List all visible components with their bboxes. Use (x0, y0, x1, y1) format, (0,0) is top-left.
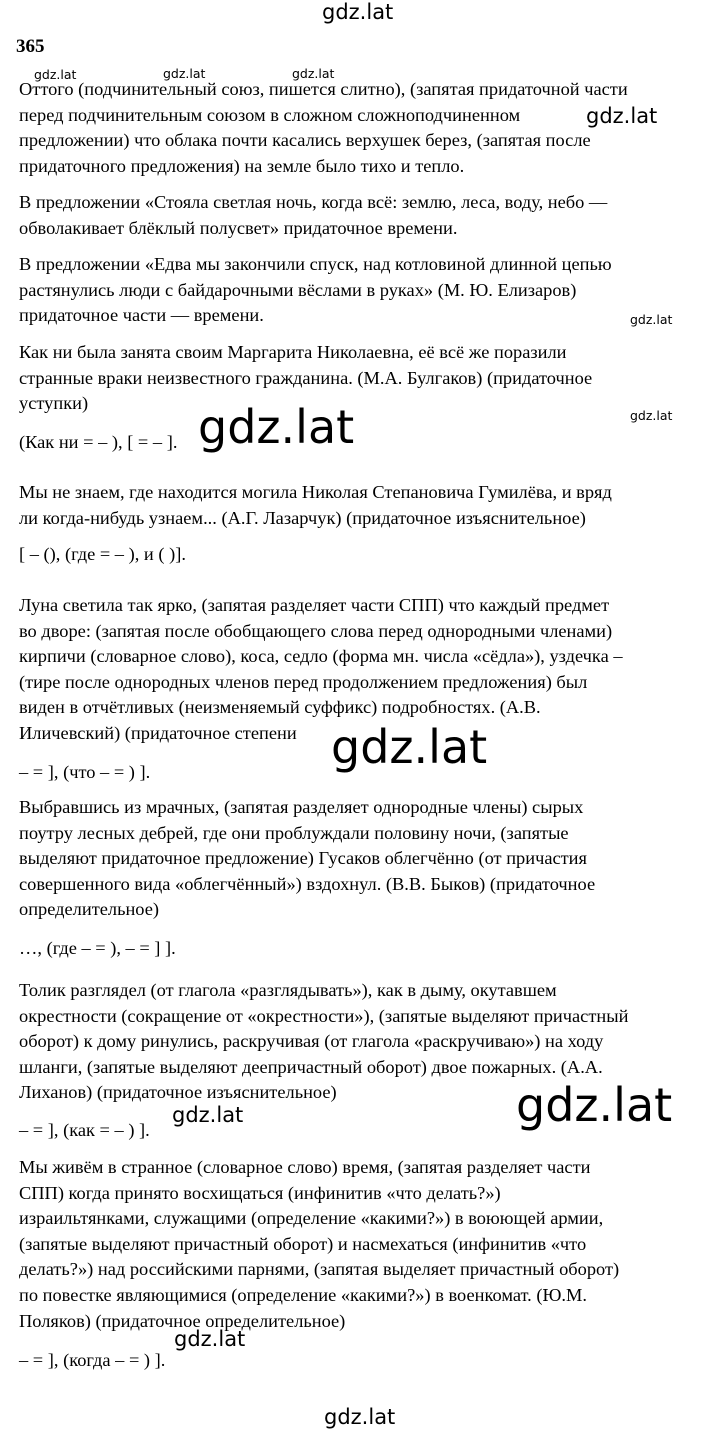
text-line: Иличевский) (придаточное степени (19, 722, 297, 743)
text-line: ли когда-нибудь узнаем... (А.Г. Лазарчук) (придаточное изъяснительное) (19, 507, 586, 528)
text-line: оборот) к дому ринулись, раскручивая (от глагола «раскручиваю») на ходу (19, 1031, 604, 1052)
watermark-small: gdz.lat (34, 67, 77, 82)
text-line: придаточного предложения) на земле было тихо и тепло. (19, 155, 465, 176)
text-line: совершенного вида «облегчённый») вздохнул. (В.В. Быков) (придаточное (19, 873, 596, 894)
text-line: уступки) (19, 393, 89, 414)
text-line: странные враки неизвестного гражданина. (М.А. Булгаков) (придаточное (19, 367, 593, 388)
text-line: Выбравшись из мрачных, (запятая разделяет однородные члены) сырых (19, 797, 584, 817)
paragraph-4 (19, 340, 699, 417)
watermark-small: gdz.lat (292, 66, 335, 81)
text-line: израильтянками, служащими (определение «какими?») в воюющей армии, (19, 1208, 604, 1229)
text-line: Луна светила так ярко, (запятая разделяет части СПП) что каждый предмет (19, 595, 610, 615)
watermark-medium: gdz.lat (174, 1327, 246, 1351)
text-line: (запятые выделяют причастный оборот) и насмехаться (инфинитив «что (19, 1233, 587, 1254)
text-line: делать?») над российскими парнями, (запятая выделяет причастный оборот) (19, 1259, 620, 1280)
text-line: виден в отчётливых (неизменяемый суффикс) подробностях. (А.В. (19, 697, 541, 718)
text-line: выделяют придаточное предложение) Гусаков облегчённо (от причастия (19, 848, 587, 869)
text-line: Толик разглядел (от глагола «разглядывать»), как в дыму, окутавшем (19, 980, 557, 1000)
paragraph-5 (19, 480, 699, 531)
paragraph-7 (19, 795, 699, 923)
watermark-large: gdz.lat (198, 400, 355, 454)
text-line: Как ни была занята своим Маргарита Николаевна, её всё же поразили (19, 342, 567, 362)
scheme-7 (19, 936, 699, 962)
watermark-bottom: gdz.lat (324, 1405, 396, 1429)
text-line: Оттого (подчинительный союз, пишется слитно), (запятая придаточной части (19, 79, 628, 99)
text-line: обволакивает блёклый полусвет» придаточное времени. (19, 217, 458, 238)
paragraph-1 (19, 77, 699, 179)
watermark-large: gdz.lat (331, 720, 488, 774)
text-line: СПП) когда принято восхищаться (инфинитив «что делать?») (19, 1182, 501, 1203)
text-line: растянулись люди с байдарочными вёслами в руках» (М. Ю. Елизаров) (19, 279, 577, 300)
sentence-scheme: [ – (), (где = – ), и ( )]. (19, 544, 186, 564)
scheme-4 (19, 430, 699, 456)
text-line: по повестке являющимися (определение «какими?») в военкомат. (Ю.М. (19, 1284, 587, 1305)
text-line: определительное) (19, 899, 160, 920)
sentence-scheme: – = ], (как = – ) ]. (19, 1120, 150, 1140)
text-line: поутру лесных дебрей, где они проблуждали половину ночи, (запятые (19, 822, 569, 843)
watermark-medium: gdz.lat (172, 1103, 244, 1127)
watermark-medium: gdz.lat (586, 104, 658, 128)
watermark-small: gdz.lat (163, 66, 206, 81)
text-line: В предложении «Едва мы закончили спуск, над котловиной длинной цепью (19, 254, 612, 274)
text-line: кирпичи (словарное слово), коса, седло (форма мн. числа «сёдла»), уздечка – (19, 646, 623, 667)
text-line: окрестности (сокращение от «окрестности»), (запятые выделяют причастный (19, 1005, 629, 1026)
scheme-5 (19, 542, 699, 568)
sentence-scheme: – = ], (когда – = ) ]. (19, 1350, 166, 1370)
watermark-small: gdz.lat (630, 312, 673, 327)
scheme-9 (19, 1348, 699, 1374)
text-line: Мы живём в странное (словарное слово) время, (запятая разделяет части (19, 1157, 591, 1177)
task-number: 365 (16, 36, 45, 57)
text-line: шланги, (запятые выделяют деепричастный оборот) двое пожарных. (А.А. (19, 1056, 603, 1077)
sentence-scheme: …, (где – = ), – = ] ]. (19, 938, 176, 958)
sentence-scheme: – = ], (что – = ) ]. (19, 762, 151, 782)
text-line: предложении) что облака почти касались верхушек берез, (запятая после (19, 130, 591, 151)
text-line: Лиханов) (придаточное изъяснительное) (19, 1082, 337, 1103)
watermark-small: gdz.lat (630, 408, 673, 423)
text-line: Поляков) (придаточное определительное) (19, 1310, 346, 1331)
watermark-top: gdz.lat (322, 0, 394, 24)
text-line: придаточное части — времени. (19, 305, 264, 326)
text-line: перед подчинительным союзом в сложном сложноподчиненном (19, 104, 521, 125)
text-line: во дворе: (запятая после обобщающего слова перед однородными членами) (19, 620, 613, 641)
paragraph-2 (19, 190, 699, 241)
watermark-large: gdz.lat (516, 1078, 673, 1132)
paragraph-3 (19, 252, 699, 329)
text-line: В предложении «Стояла светлая ночь, когда всё: землю, леса, воду, небо — (19, 192, 608, 212)
text-line: Мы не знаем, где находится могила Николая Степановича Гумилёва, и вряд (19, 482, 612, 502)
paragraph-9 (19, 1155, 699, 1334)
sentence-scheme: (Как ни = – ), [ = – ]. (19, 432, 178, 452)
text-line: (тире после однородных членов перед продолжением предложения) был (19, 671, 588, 692)
